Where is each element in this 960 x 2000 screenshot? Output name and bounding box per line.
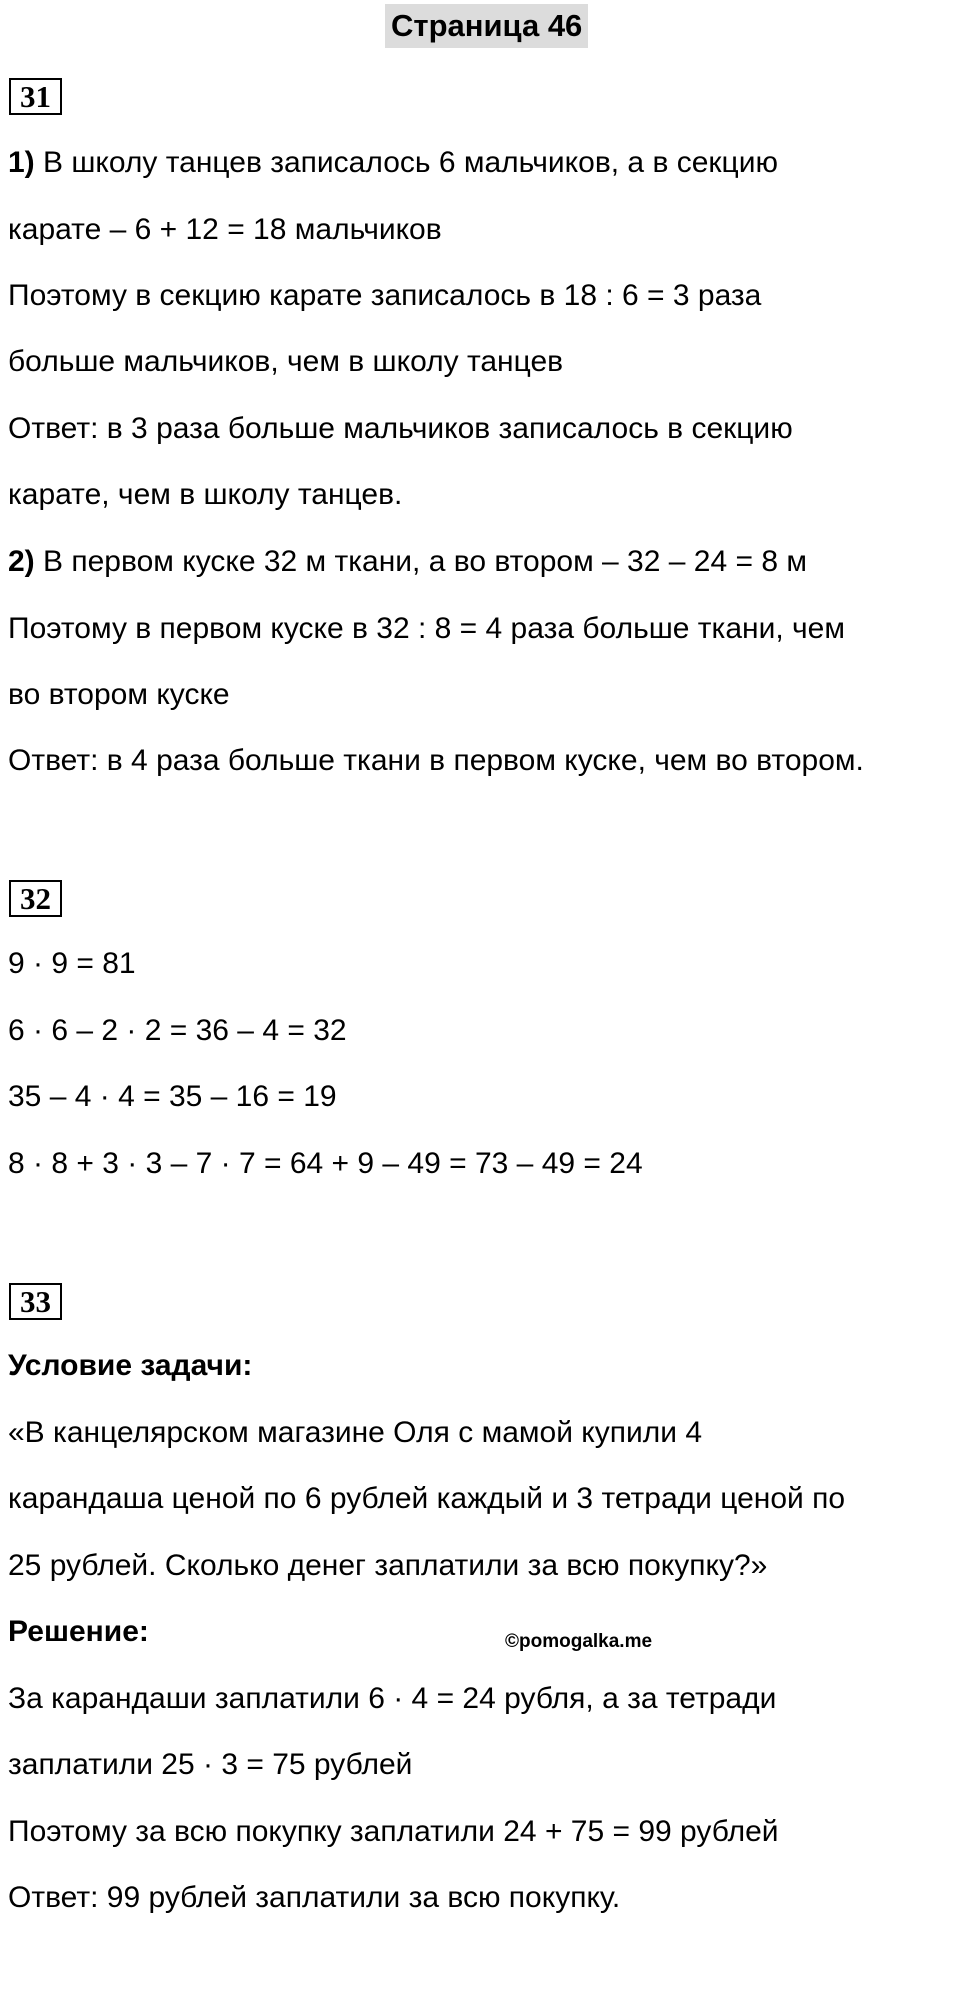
task-32-line-3: 35 – 4 · 4 = 35 – 16 = 19 [8, 1080, 337, 1113]
task-33-line-8: Поэтому за всю покупку заплатили 24 + 75 = 99 рублей [8, 1815, 779, 1848]
task-number-32: 32 [9, 880, 62, 917]
task-31-line-2: карате – 6 + 12 = 18 мальчиков [8, 213, 442, 246]
condition-heading: Условие задачи: [8, 1349, 253, 1382]
task-31-line-5: Ответ: в 3 раза больше мальчиков записалось в секцию [8, 412, 793, 445]
task-31-line-9: во втором куске [8, 678, 230, 711]
task-31-line-1 [8, 143, 778, 183]
task-number-31: 31 [9, 78, 62, 115]
task-33-line-4: 25 рублей. Сколько денег заплатили за всю покупку?» [8, 1549, 768, 1582]
task-32-line-1: 9 · 9 = 81 [8, 947, 136, 980]
task-33-line-7: заплатили 25 · 3 = 75 рублей [8, 1748, 413, 1781]
task-31-line-7 [8, 542, 807, 582]
task-33-line-2: «В канцелярском магазине Оля с мамой купили 4 [8, 1416, 703, 1449]
task-33-line-9: Ответ: 99 рублей заплатили за всю покупку. [8, 1881, 621, 1914]
item-marker: 1) [8, 146, 35, 179]
watermark: ©pomogalka.me [505, 1631, 653, 1652]
task-number-33: 33 [9, 1283, 62, 1320]
task-33-line-6: За карандаши заплатили 6 · 4 = 24 рубля, а за тетради [8, 1682, 777, 1715]
task-32-line-4: 8 · 8 + 3 · 3 – 7 · 7 = 64 + 9 – 49 = 73 – 49 = 24 [8, 1147, 643, 1180]
solution-heading: Решение: [8, 1615, 149, 1648]
task-32-line-2: 6 · 6 – 2 · 2 = 36 – 4 = 32 [8, 1014, 347, 1047]
line-text: В школу танцев записалось 6 мальчиков, а в секцию [34, 146, 778, 179]
task-31-line-10: Ответ: в 4 раза больше ткани в первом куске, чем во втором. [8, 744, 864, 777]
page-title: Страница 46 [385, 4, 588, 48]
task-33-line-3: карандаша ценой по 6 рублей каждый и 3 тетради ценой по [8, 1482, 846, 1515]
line-text: В первом куске 32 м ткани, а во втором – 32 – 24 = 8 м [34, 545, 807, 578]
task-31-line-6: карате, чем в школу танцев. [8, 478, 403, 511]
task-31-line-3: Поэтому в секцию карате записалось в 18 : 6 = 3 раза [8, 279, 762, 312]
task-31-line-8: Поэтому в первом куске в 32 : 8 = 4 раза больше ткани, чем [8, 612, 845, 645]
item-marker: 2) [8, 545, 35, 578]
task-31-line-4: больше мальчиков, чем в школу танцев [8, 345, 564, 378]
